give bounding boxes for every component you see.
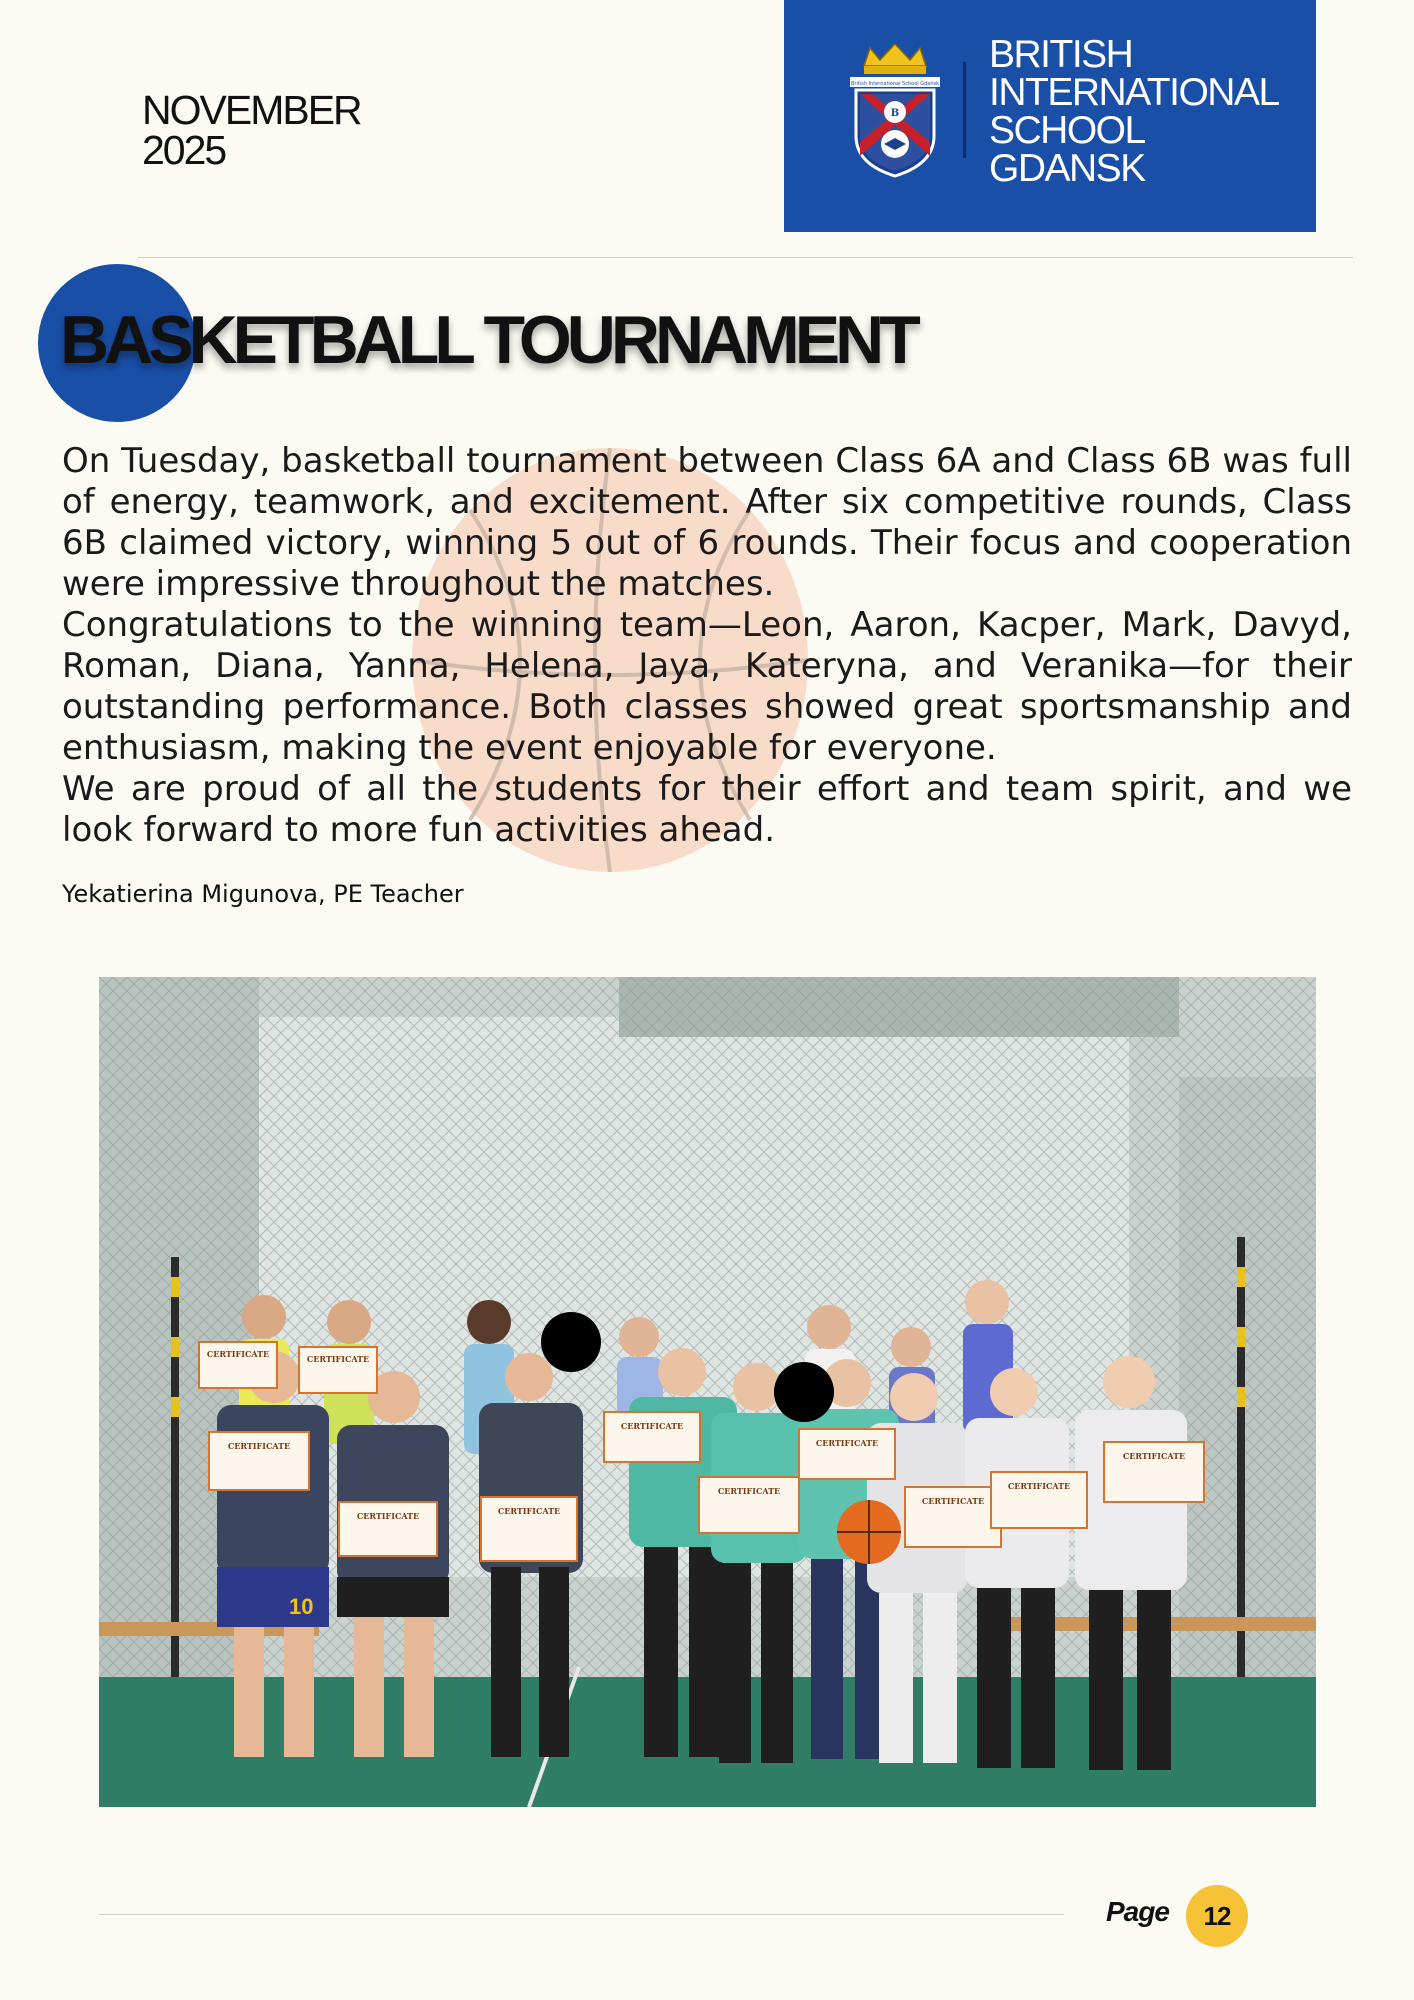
- article-paragraph: On Tuesday, basketball tournament between Class 6A and Class 6B was full of energy, teamwork, and excitement. After six competitive rounds, Class 6B claimed victory, winning 5 out of 6 rounds. Their focus and cooperation were impressive throughout the matches.: [62, 441, 1352, 604]
- school-name-line: GDANSK: [989, 147, 1145, 190]
- certificate-label: CERTIFICATE: [206, 1349, 270, 1359]
- header-divider: [138, 257, 1353, 258]
- team-photo: [99, 977, 1316, 1807]
- article-author: Yekatierina Migunova, PE Teacher: [62, 880, 464, 908]
- issue-year: 2025: [142, 127, 226, 173]
- article-body: [62, 441, 1352, 851]
- footer-divider: [99, 1914, 1064, 1915]
- crest-banner-text: British International School Gdańsk: [850, 81, 940, 87]
- school-name-line: SCHOOL: [989, 109, 1145, 152]
- article-paragraph: Congratulations to the winning team—Leon, Aaron, Kacper, Mark, Davyd, Roman, Diana, Yanna, Helena, Jaya, Kateryna, and Veranika—for their outstanding performance. Both classes showed great sportsmanship and enthusiasm, making the event enjoyable for everyone.: [62, 605, 1352, 768]
- certificate-label: CERTIFICATE: [1122, 1451, 1186, 1461]
- certificate-label: CERTIFICATE: [356, 1511, 420, 1521]
- certificate-label: CERTIFICATE: [227, 1441, 291, 1451]
- article-paragraph: We are proud of all the students for their effort and team spirit, and we look forward to more fun activities ahead.: [62, 769, 1352, 850]
- certificate-label: CERTIFICATE: [620, 1421, 684, 1431]
- certificate-label: CERTIFICATE: [815, 1438, 879, 1448]
- jersey-number: 10: [289, 1594, 314, 1619]
- certificate-label: CERTIFICATE: [497, 1506, 561, 1516]
- article-title: BASKETBALL TOURNAMENT: [60, 302, 916, 378]
- certificate-label: CERTIFICATE: [1007, 1481, 1071, 1491]
- logo-divider: [963, 62, 966, 158]
- school-name-line: INTERNATIONAL: [989, 71, 1279, 114]
- certificate-label: CERTIFICATE: [717, 1486, 781, 1496]
- school-crest-icon: [850, 44, 940, 178]
- page-number-badge: 12: [1186, 1885, 1248, 1947]
- school-logo-banner: [784, 0, 1316, 232]
- page-label: Page: [1106, 1896, 1169, 1927]
- school-name-line: BRITISH: [989, 33, 1133, 76]
- school-name: [989, 33, 1279, 190]
- svg-text:B: B: [890, 108, 900, 119]
- issue-date: [142, 87, 361, 173]
- certificate-label: CERTIFICATE: [921, 1496, 985, 1506]
- issue-month: NOVEMBER: [142, 87, 361, 133]
- certificate-label: CERTIFICATE: [306, 1354, 370, 1364]
